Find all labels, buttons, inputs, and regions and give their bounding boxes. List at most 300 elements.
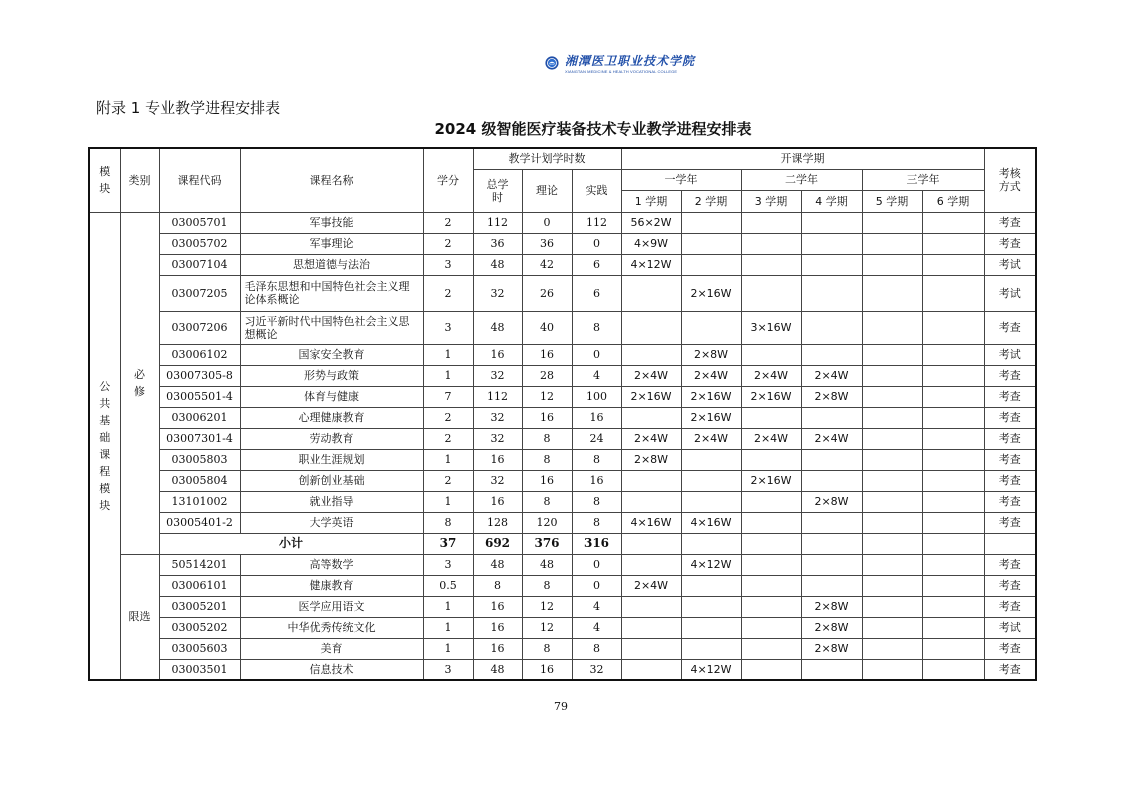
cell-practice: 8 <box>572 449 621 470</box>
cell-assess: 考查 <box>984 659 1036 680</box>
cell-s6 <box>922 596 984 617</box>
cell-s5 <box>862 491 922 512</box>
cell-s2: 4×12W <box>681 554 741 575</box>
cell-practice: 16 <box>572 470 621 491</box>
cell-practice: 0 <box>572 554 621 575</box>
subtotal-empty-cell <box>621 533 681 554</box>
cell-code: 03005201 <box>159 596 240 617</box>
table-row <box>89 617 1036 638</box>
cell-code: 03007206 <box>159 311 240 344</box>
subtotal-empty-cell <box>741 533 801 554</box>
cell-s6 <box>922 254 984 275</box>
cell-s4 <box>801 275 862 311</box>
cell-total: 16 <box>473 638 522 659</box>
cell-theory: 16 <box>522 407 572 428</box>
table-row <box>89 449 1036 470</box>
cell-s3 <box>741 491 801 512</box>
header-module: 模块 <box>89 148 120 212</box>
cell-s2: 2×4W <box>681 365 741 386</box>
cell-practice: 112 <box>572 212 621 233</box>
cell-total: 48 <box>473 254 522 275</box>
cell-s2 <box>681 470 741 491</box>
cell-s2: 2×16W <box>681 407 741 428</box>
cell-s2 <box>681 254 741 275</box>
cell-name: 思想道德与法治 <box>240 254 423 275</box>
subtotal-empty-cell <box>862 533 922 554</box>
cell-s1 <box>621 554 681 575</box>
cell-credit: 2 <box>423 233 473 254</box>
table-row <box>89 491 1036 512</box>
cell-name: 医学应用语文 <box>240 596 423 617</box>
cell-assess: 考试 <box>984 254 1036 275</box>
cell-s5 <box>862 311 922 344</box>
subtotal-label: 小计 <box>159 533 423 554</box>
cell-s4: 2×8W <box>801 491 862 512</box>
cell-theory: 16 <box>522 470 572 491</box>
college-seal-icon <box>545 46 559 80</box>
cell-assess: 考查 <box>984 449 1036 470</box>
cell-theory: 8 <box>522 491 572 512</box>
cell-s5 <box>862 275 922 311</box>
cell-theory: 8 <box>522 428 572 449</box>
cell-practice: 8 <box>572 311 621 344</box>
cell-s4: 2×4W <box>801 428 862 449</box>
cell-s5 <box>862 212 922 233</box>
cell-s3 <box>741 512 801 533</box>
cell-practice: 16 <box>572 407 621 428</box>
cell-s2 <box>681 575 741 596</box>
cell-practice: 8 <box>572 491 621 512</box>
cell-assess: 考查 <box>984 554 1036 575</box>
cell-s1: 4×16W <box>621 512 681 533</box>
cell-s2 <box>681 233 741 254</box>
header-sem3: 3 学期 <box>741 190 801 212</box>
header-sem5: 5 学期 <box>862 190 922 212</box>
subtotal-empty-cell <box>984 533 1036 554</box>
cell-code: 13101002 <box>159 491 240 512</box>
cell-s2: 2×8W <box>681 344 741 365</box>
cell-name: 习近平新时代中国特色社会主义思想概论 <box>240 311 423 344</box>
cell-theory: 120 <box>522 512 572 533</box>
cell-code: 03005702 <box>159 233 240 254</box>
cell-s6 <box>922 344 984 365</box>
header-assess: 考核方式 <box>984 148 1036 212</box>
cell-s3: 2×16W <box>741 386 801 407</box>
cell-s4 <box>801 344 862 365</box>
cell-s6 <box>922 212 984 233</box>
cell-s2: 4×16W <box>681 512 741 533</box>
cell-total: 16 <box>473 491 522 512</box>
cell-name: 中华优秀传统文化 <box>240 617 423 638</box>
cell-code: 03005202 <box>159 617 240 638</box>
table-row <box>89 311 1036 344</box>
cell-credit: 1 <box>423 365 473 386</box>
cell-total: 128 <box>473 512 522 533</box>
header-semester-group: 开课学期 <box>621 148 984 169</box>
cell-s5 <box>862 449 922 470</box>
cell-s1 <box>621 491 681 512</box>
cell-s6 <box>922 365 984 386</box>
table-row <box>89 470 1036 491</box>
header-total: 总学时 <box>473 169 522 212</box>
cell-s3 <box>741 344 801 365</box>
cell-s2 <box>681 212 741 233</box>
cell-name: 高等数学 <box>240 554 423 575</box>
cell-code: 03005701 <box>159 212 240 233</box>
cell-practice: 0 <box>572 233 621 254</box>
cell-assess: 考查 <box>984 491 1036 512</box>
cell-theory: 42 <box>522 254 572 275</box>
cell-s5 <box>862 512 922 533</box>
cell-code: 03006101 <box>159 575 240 596</box>
college-name-en: XIANGTAN MEDICINE & HEALTH VOCATIONAL COLLEGE <box>564 69 678 74</box>
cell-assess: 考试 <box>984 344 1036 365</box>
cell-name: 毛泽东思想和中国特色社会主义理论体系概论 <box>240 275 423 311</box>
subtotal-empty-cell <box>922 533 984 554</box>
cell-name: 心理健康教育 <box>240 407 423 428</box>
cell-s5 <box>862 254 922 275</box>
subtotal-credit: 37 <box>423 533 473 554</box>
cell-code: 03007104 <box>159 254 240 275</box>
cell-s4 <box>801 212 862 233</box>
cell-theory: 16 <box>522 344 572 365</box>
category-elective-cell: 限选 <box>120 554 159 680</box>
cell-s4 <box>801 470 862 491</box>
cell-practice: 0 <box>572 344 621 365</box>
table-row <box>89 275 1036 311</box>
table-row <box>89 254 1036 275</box>
table-row <box>89 233 1036 254</box>
cell-practice: 8 <box>572 512 621 533</box>
table-row <box>89 365 1036 386</box>
cell-s6 <box>922 275 984 311</box>
cell-s5 <box>862 428 922 449</box>
cell-code: 03006102 <box>159 344 240 365</box>
cell-name: 国家安全教育 <box>240 344 423 365</box>
header-category: 类别 <box>120 148 159 212</box>
cell-s3: 2×16W <box>741 470 801 491</box>
cell-name: 劳动教育 <box>240 428 423 449</box>
cell-s4 <box>801 407 862 428</box>
cell-s2: 4×12W <box>681 659 741 680</box>
cell-s1 <box>621 311 681 344</box>
cell-total: 32 <box>473 407 522 428</box>
cell-s5 <box>862 386 922 407</box>
header-practice: 实践 <box>572 169 621 212</box>
cell-s3 <box>741 275 801 311</box>
cell-theory: 16 <box>522 659 572 680</box>
subtotal-empty-cell <box>801 533 862 554</box>
header-sem2: 2 学期 <box>681 190 741 212</box>
cell-total: 32 <box>473 365 522 386</box>
cell-s6 <box>922 554 984 575</box>
cell-assess: 考查 <box>984 311 1036 344</box>
cell-assess: 考查 <box>984 428 1036 449</box>
cell-theory: 12 <box>522 386 572 407</box>
cell-theory: 28 <box>522 365 572 386</box>
module-cell: 公共基础课程模块 <box>89 212 120 680</box>
cell-total: 32 <box>473 428 522 449</box>
cell-s1 <box>621 596 681 617</box>
cell-s5 <box>862 659 922 680</box>
cell-code: 03005501-4 <box>159 386 240 407</box>
cell-s4 <box>801 554 862 575</box>
cell-practice: 100 <box>572 386 621 407</box>
cell-credit: 1 <box>423 449 473 470</box>
cell-practice: 6 <box>572 275 621 311</box>
cell-s5 <box>862 233 922 254</box>
cell-assess: 考查 <box>984 638 1036 659</box>
cell-name: 军事技能 <box>240 212 423 233</box>
cell-s3 <box>741 554 801 575</box>
cell-s4 <box>801 311 862 344</box>
cell-credit: 3 <box>423 554 473 575</box>
cell-total: 112 <box>473 386 522 407</box>
cell-s3 <box>741 575 801 596</box>
cell-total: 16 <box>473 596 522 617</box>
header-year1: 一学年 <box>621 169 741 190</box>
cell-code: 03005401-2 <box>159 512 240 533</box>
cell-s2: 2×4W <box>681 428 741 449</box>
cell-s1 <box>621 344 681 365</box>
document-title: 2024 级智能医疗装备技术专业教学进程安排表 <box>434 120 752 138</box>
cell-s1 <box>621 275 681 311</box>
cell-total: 32 <box>473 275 522 311</box>
cell-total: 16 <box>473 449 522 470</box>
cell-theory: 8 <box>522 575 572 596</box>
cell-s1: 4×12W <box>621 254 681 275</box>
cell-name: 大学英语 <box>240 512 423 533</box>
cell-name: 信息技术 <box>240 659 423 680</box>
subtotal-empty-cell <box>681 533 741 554</box>
cell-s1: 56×2W <box>621 212 681 233</box>
cell-s1 <box>621 617 681 638</box>
cell-practice: 6 <box>572 254 621 275</box>
cell-s4: 2×4W <box>801 365 862 386</box>
cell-s2 <box>681 596 741 617</box>
cell-s3: 3×16W <box>741 311 801 344</box>
cell-credit: 3 <box>423 311 473 344</box>
cell-theory: 36 <box>522 233 572 254</box>
cell-assess: 考查 <box>984 212 1036 233</box>
header-sem4: 4 学期 <box>801 190 862 212</box>
cell-s6 <box>922 428 984 449</box>
cell-code: 03003501 <box>159 659 240 680</box>
cell-s6 <box>922 470 984 491</box>
cell-theory: 8 <box>522 449 572 470</box>
cell-assess: 考试 <box>984 617 1036 638</box>
cell-total: 36 <box>473 233 522 254</box>
cell-assess: 考试 <box>984 275 1036 311</box>
cell-s4: 2×8W <box>801 386 862 407</box>
cell-practice: 24 <box>572 428 621 449</box>
cell-s3: 2×4W <box>741 365 801 386</box>
cell-assess: 考查 <box>984 512 1036 533</box>
header-row-1 <box>89 148 1036 169</box>
cell-practice: 0 <box>572 575 621 596</box>
header-sem6: 6 学期 <box>922 190 984 212</box>
header-name: 课程名称 <box>240 148 423 212</box>
cell-total: 16 <box>473 344 522 365</box>
cell-assess: 考查 <box>984 470 1036 491</box>
cell-s4: 2×8W <box>801 596 862 617</box>
cell-credit: 1 <box>423 617 473 638</box>
cell-s5 <box>862 554 922 575</box>
cell-s1 <box>621 638 681 659</box>
cell-credit: 1 <box>423 344 473 365</box>
cell-code: 03007301-4 <box>159 428 240 449</box>
cell-s6 <box>922 575 984 596</box>
cell-practice: 4 <box>572 617 621 638</box>
cell-s6 <box>922 407 984 428</box>
appendix-label: 附录 1 专业教学进程安排表 <box>96 99 281 117</box>
cell-s1: 2×16W <box>621 386 681 407</box>
cell-total: 48 <box>473 311 522 344</box>
table-row <box>89 512 1036 533</box>
cell-s4 <box>801 233 862 254</box>
cell-practice: 4 <box>572 365 621 386</box>
subtotal-theory: 376 <box>522 533 572 554</box>
cell-s2 <box>681 311 741 344</box>
cell-code: 03005804 <box>159 470 240 491</box>
cell-s3 <box>741 254 801 275</box>
cell-name: 形势与政策 <box>240 365 423 386</box>
cell-s6 <box>922 233 984 254</box>
table-row <box>89 554 1036 575</box>
header-theory: 理论 <box>522 169 572 212</box>
cell-credit: 2 <box>423 470 473 491</box>
cell-s2 <box>681 638 741 659</box>
cell-s1: 4×9W <box>621 233 681 254</box>
header-year2: 二学年 <box>741 169 862 190</box>
cell-s4 <box>801 449 862 470</box>
cell-credit: 1 <box>423 638 473 659</box>
cell-s5 <box>862 407 922 428</box>
cell-assess: 考查 <box>984 233 1036 254</box>
cell-s3 <box>741 449 801 470</box>
cell-name: 创新创业基础 <box>240 470 423 491</box>
cell-name: 体育与健康 <box>240 386 423 407</box>
cell-code: 03005803 <box>159 449 240 470</box>
cell-s3 <box>741 233 801 254</box>
cell-theory: 48 <box>522 554 572 575</box>
cell-theory: 12 <box>522 596 572 617</box>
college-logo <box>545 44 695 82</box>
cell-credit: 3 <box>423 254 473 275</box>
header-code: 课程代码 <box>159 148 240 212</box>
cell-practice: 32 <box>572 659 621 680</box>
cell-s2: 2×16W <box>681 386 741 407</box>
cell-s2: 2×16W <box>681 275 741 311</box>
cell-theory: 0 <box>522 212 572 233</box>
cell-name: 美育 <box>240 638 423 659</box>
cell-s5 <box>862 470 922 491</box>
subtotal-total: 692 <box>473 533 522 554</box>
cell-theory: 26 <box>522 275 572 311</box>
table-row <box>89 428 1036 449</box>
cell-name: 职业生涯规划 <box>240 449 423 470</box>
cell-s1 <box>621 470 681 491</box>
cell-total: 8 <box>473 575 522 596</box>
cell-s1 <box>621 659 681 680</box>
cell-credit: 8 <box>423 512 473 533</box>
cell-assess: 考查 <box>984 407 1036 428</box>
cell-s1: 2×4W <box>621 428 681 449</box>
cell-s1 <box>621 407 681 428</box>
cell-credit: 0.5 <box>423 575 473 596</box>
cell-s3 <box>741 407 801 428</box>
header-credit: 学分 <box>423 148 473 212</box>
table-row <box>89 407 1036 428</box>
page-number: 79 <box>554 700 568 713</box>
cell-s2 <box>681 617 741 638</box>
header-sem1: 1 学期 <box>621 190 681 212</box>
cell-s6 <box>922 659 984 680</box>
cell-s6 <box>922 512 984 533</box>
cell-credit: 2 <box>423 275 473 311</box>
category-required-cell: 必修 <box>120 212 159 554</box>
cell-code: 50514201 <box>159 554 240 575</box>
cell-assess: 考查 <box>984 386 1036 407</box>
cell-practice: 4 <box>572 596 621 617</box>
cell-total: 16 <box>473 617 522 638</box>
table-row <box>89 596 1036 617</box>
cell-s4: 2×8W <box>801 638 862 659</box>
table-row <box>89 344 1036 365</box>
cell-s6 <box>922 449 984 470</box>
cell-s3 <box>741 638 801 659</box>
cell-s2 <box>681 491 741 512</box>
cell-s5 <box>862 638 922 659</box>
cell-s4: 2×8W <box>801 617 862 638</box>
cell-s6 <box>922 617 984 638</box>
cell-credit: 2 <box>423 407 473 428</box>
cell-s3 <box>741 596 801 617</box>
cell-s5 <box>862 617 922 638</box>
cell-s6 <box>922 638 984 659</box>
cell-assess: 考查 <box>984 365 1036 386</box>
cell-credit: 7 <box>423 386 473 407</box>
cell-credit: 2 <box>423 212 473 233</box>
cell-total: 48 <box>473 659 522 680</box>
cell-credit: 3 <box>423 659 473 680</box>
teaching-plan-table <box>88 147 1037 681</box>
cell-total: 112 <box>473 212 522 233</box>
cell-s5 <box>862 596 922 617</box>
cell-s4 <box>801 254 862 275</box>
cell-code: 03007205 <box>159 275 240 311</box>
cell-s6 <box>922 311 984 344</box>
cell-s3 <box>741 659 801 680</box>
cell-s3 <box>741 212 801 233</box>
header-hours-group: 教学计划学时数 <box>473 148 621 169</box>
cell-s5 <box>862 344 922 365</box>
cell-code: 03007305-8 <box>159 365 240 386</box>
cell-s1: 2×4W <box>621 575 681 596</box>
cell-s3: 2×4W <box>741 428 801 449</box>
cell-total: 32 <box>473 470 522 491</box>
header-year3: 三学年 <box>862 169 984 190</box>
cell-practice: 8 <box>572 638 621 659</box>
cell-credit: 1 <box>423 491 473 512</box>
table-row <box>89 659 1036 680</box>
cell-s4 <box>801 659 862 680</box>
cell-name: 就业指导 <box>240 491 423 512</box>
cell-s4 <box>801 575 862 596</box>
cell-s1: 2×8W <box>621 449 681 470</box>
subtotal-practice: 316 <box>572 533 621 554</box>
table-row <box>89 386 1036 407</box>
